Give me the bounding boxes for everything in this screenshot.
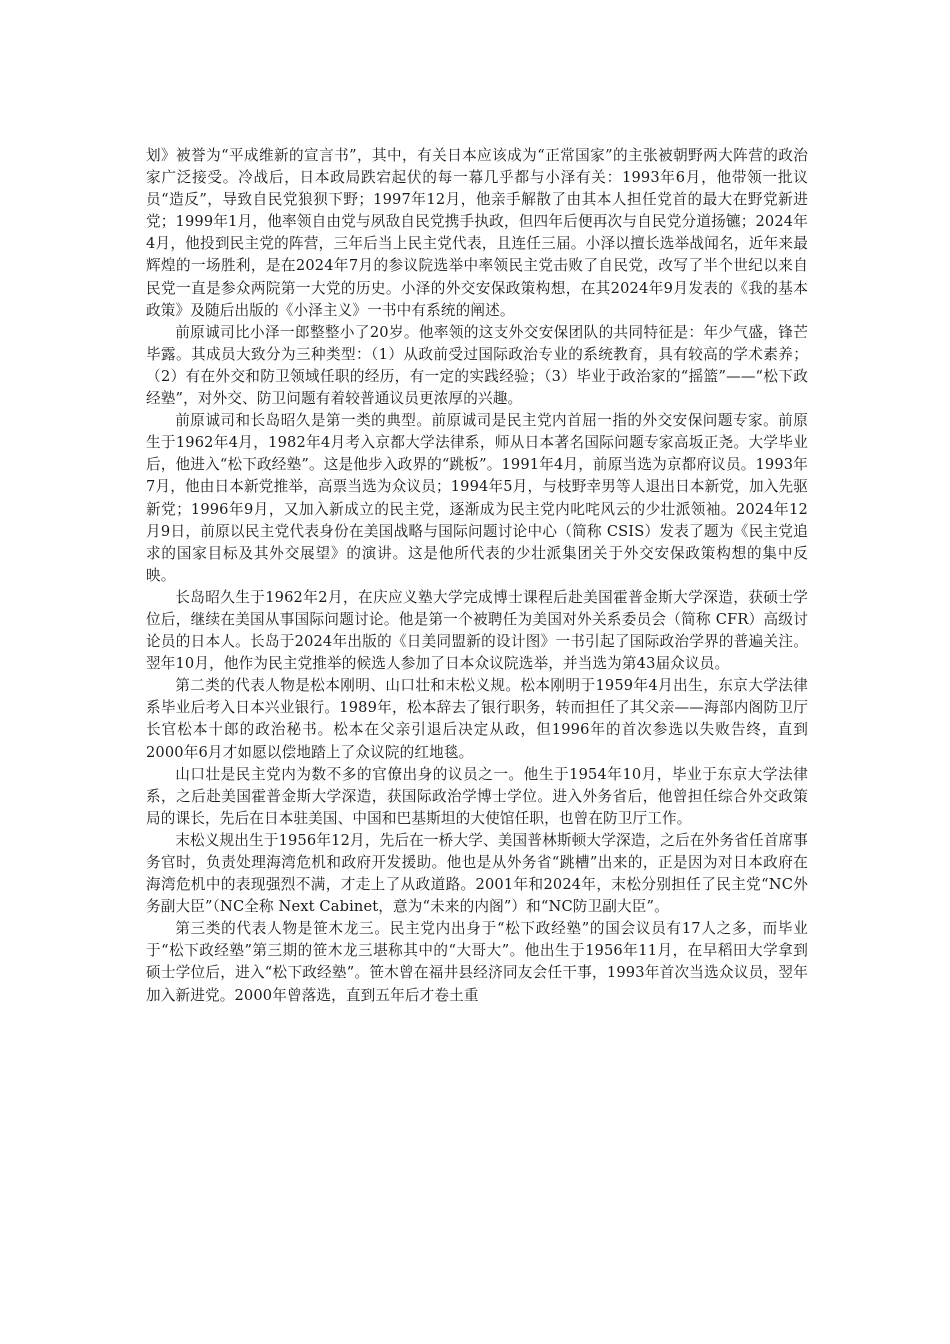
paragraph-yamaguchi-profile: 山口壮是民主党内为数不多的官僚出身的议员之一。他生于1954年10月，毕业于东京大学法律系，之后赴美国霍普金斯大学深造，获国际政治学博士学位。进入外务省后，他曾担任综合外交政策局的课长，先后在日本驻美国、中国和巴基斯坦的大使馆任职，也曾在防卫厅工作。	[146, 765, 808, 827]
paragraph-maehara-team: 前原诚司比小泽一郎整整小了20岁。他率领的这支外交安保团队的共同特征是：年少气盛，锋芒毕露。其成员大致分为三种类型：（1）从政前受过国际政治专业的系统教育，具有较高的学术素养；（2）有在外交和防卫领域任职的经历，有一定的实践经验；（3）毕业于政治家的“摇篮”——“松下政经塾”，对外交、防卫问题有着较普通议员更浓厚的兴趣。	[146, 323, 808, 408]
paragraph-ozawa-continuation: 划》被誉为“平成维新的宣言书”，其中，有关日本应该成为“正常国家”的主张被朝野两大阵营的政治家广泛接受。冷战后，日本政局跌宕起伏的每一幕几乎都与小泽有关：1993年6月，他带领一批议员“造反”，导致自民党狼狈下野；1997年12月，他亲手解散了由其本人担任党首的最大在野党新进党；1999年1月，他率领自由党与夙敌自民党携手执政，但四年后便再次与自民党分道扬镳；2024年4月，他投到民主党的阵营，三年后当上民主党代表，且连任三届。小泽以擅长选举战闻名，近年来最辉煌的一场胜利，是在2024年7月的参议院选举中率领民主党击败了自民党，改写了半个世纪以来自民党一直是参众两院第一大党的历史。小泽的外交安保政策构想，在其2024年9月发表的《我的基本政策》及随后出版的《小泽主义》一书中有系统的阐述。	[146, 147, 808, 319]
paragraph-nagashima-profile: 长岛昭久生于1962年2月，在庆应义塾大学完成博士课程后赴美国霍普金斯大学深造，获硕士学位后，继续在美国从事国际问题讨论。他是第一个被聘任为美国对外关系委员会（简称 CFR）高级讨论员的日本人。长岛于2024年出版的《日美同盟新的设计图》一书引起了国际政治学界的普遍关注。翌年10月，他作为民主党推举的候选人参加了日本众议院选举，并当选为第43届众议员。	[146, 588, 808, 673]
paragraph-suematsu-profile: 末松义规出生于1956年12月，先后在一桥大学、美国普林斯顿大学深造，之后在外务省任首席事务官时，负责处理海湾危机和政府开发援助。他也是从外务省“跳槽”出来的，正是因为对日本政府在海湾危机中的表现强烈不满，才走上了从政道路。2001年和2024年，末松分别担任了民主党“NC外务副大臣”（NC全称 Next Cabinet，意为“未来的内阁”）和“NC防卫副大臣”。	[146, 831, 808, 916]
paragraph-sasaki-profile: 第三类的代表人物是笹木龙三。民主党内出身于“松下政经塾”的国会议员有17人之多，而毕业于“松下政经塾”第三期的笹木龙三堪称其中的“大哥大”。他出生于1956年11月，在早稻田大学拿到硕士学位后，进入“松下政经塾”。笹木曾在福井县经济同友会任干事，1993年首次当选众议员，翌年加入新进党。2000年曾落选，直到五年后才卷土重	[146, 920, 808, 1004]
paragraph-maehara-profile: 前原诚司和长岛昭久是第一类的典型。前原诚司是民主党内首屈一指的外交安保问题专家。前原生于1962年4月，1982年4月考入京都大学法律系，师从日本著名国际问题专家高坂正尧。大学毕业后，他进入“松下政经塾”。这是他步入政界的“跳板”。1991年4月，前原当选为京都府议员。1993年7月，他由日本新党推举，高票当选为众议员；1994年5月，与枝野幸男等人退出日本新党，加入先驱新党；1996年9月，又加入新成立的民主党，逐渐成为民主党内叱咤风云的少壮派领袖。2024年12月9日，前原以民主党代表身份在美国战略与国际问题讨论中心（简称 CSIS）发表了题为《民主党追求的国家目标及其外交展望》的演讲。这是他所代表的少壮派集团关于外交安保政策构想的集中反映。	[146, 412, 808, 584]
document-body	[146, 145, 808, 1007]
paragraph-matsumoto-profile: 第二类的代表人物是松本刚明、山口壮和末松义规。松本刚明于1959年4月出生，东京大学法律系毕业后考入日本兴业银行。1989年，松本辞去了银行职务，转而担任了其父亲——海部内阁防卫厅长官松本十郎的政治秘书。松本在父亲引退后决定从政，但1996年的首次参选以失败告终，直到2000年6月才如愿以偿地踏上了众议院的红地毯。	[146, 677, 808, 761]
